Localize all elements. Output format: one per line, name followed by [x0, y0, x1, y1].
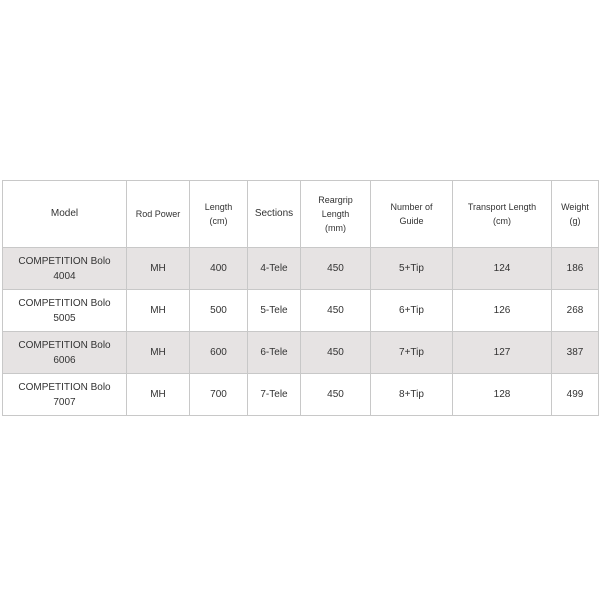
cell-reargrip-length: 450: [301, 332, 371, 374]
cell-number-of-guide: 5+Tip: [371, 248, 453, 290]
cell-weight: 387: [552, 332, 599, 374]
header-length: Length (cm): [190, 181, 248, 248]
header-reargrip-length: Reargrip Length (mm): [301, 181, 371, 248]
cell-sections: 4-Tele: [248, 248, 301, 290]
cell-transport-length: 126: [453, 290, 552, 332]
table-row: [3, 374, 599, 416]
cell-weight: 499: [552, 374, 599, 416]
cell-weight: 186: [552, 248, 599, 290]
cell-model: COMPETITION Bolo 6006: [3, 332, 127, 374]
cell-model: COMPETITION Bolo 7007: [3, 374, 127, 416]
spec-table: [2, 180, 599, 416]
cell-model: COMPETITION Bolo 4004: [3, 248, 127, 290]
cell-transport-length: 127: [453, 332, 552, 374]
header-model: Model: [3, 181, 127, 248]
cell-reargrip-length: 450: [301, 290, 371, 332]
header-rod-power: Rod Power: [127, 181, 190, 248]
cell-length: 600: [190, 332, 248, 374]
header-weight: Weight (g): [552, 181, 599, 248]
cell-rod-power: MH: [127, 374, 190, 416]
table-row: [3, 290, 599, 332]
cell-rod-power: MH: [127, 332, 190, 374]
cell-sections: 6-Tele: [248, 332, 301, 374]
header-row: [3, 181, 599, 248]
cell-reargrip-length: 450: [301, 248, 371, 290]
cell-transport-length: 124: [453, 248, 552, 290]
cell-weight: 268: [552, 290, 599, 332]
cell-length: 400: [190, 248, 248, 290]
cell-model: COMPETITION Bolo 5005: [3, 290, 127, 332]
cell-number-of-guide: 8+Tip: [371, 374, 453, 416]
table-row: [3, 332, 599, 374]
cell-length: 700: [190, 374, 248, 416]
cell-length: 500: [190, 290, 248, 332]
cell-transport-length: 128: [453, 374, 552, 416]
cell-reargrip-length: 450: [301, 374, 371, 416]
header-sections: Sections: [248, 181, 301, 248]
cell-number-of-guide: 7+Tip: [371, 332, 453, 374]
cell-rod-power: MH: [127, 290, 190, 332]
header-transport-length: Transport Length (cm): [453, 181, 552, 248]
cell-sections: 7-Tele: [248, 374, 301, 416]
cell-rod-power: MH: [127, 248, 190, 290]
table-row: [3, 248, 599, 290]
cell-sections: 5-Tele: [248, 290, 301, 332]
cell-number-of-guide: 6+Tip: [371, 290, 453, 332]
header-number-of-guide: Number of Guide: [371, 181, 453, 248]
